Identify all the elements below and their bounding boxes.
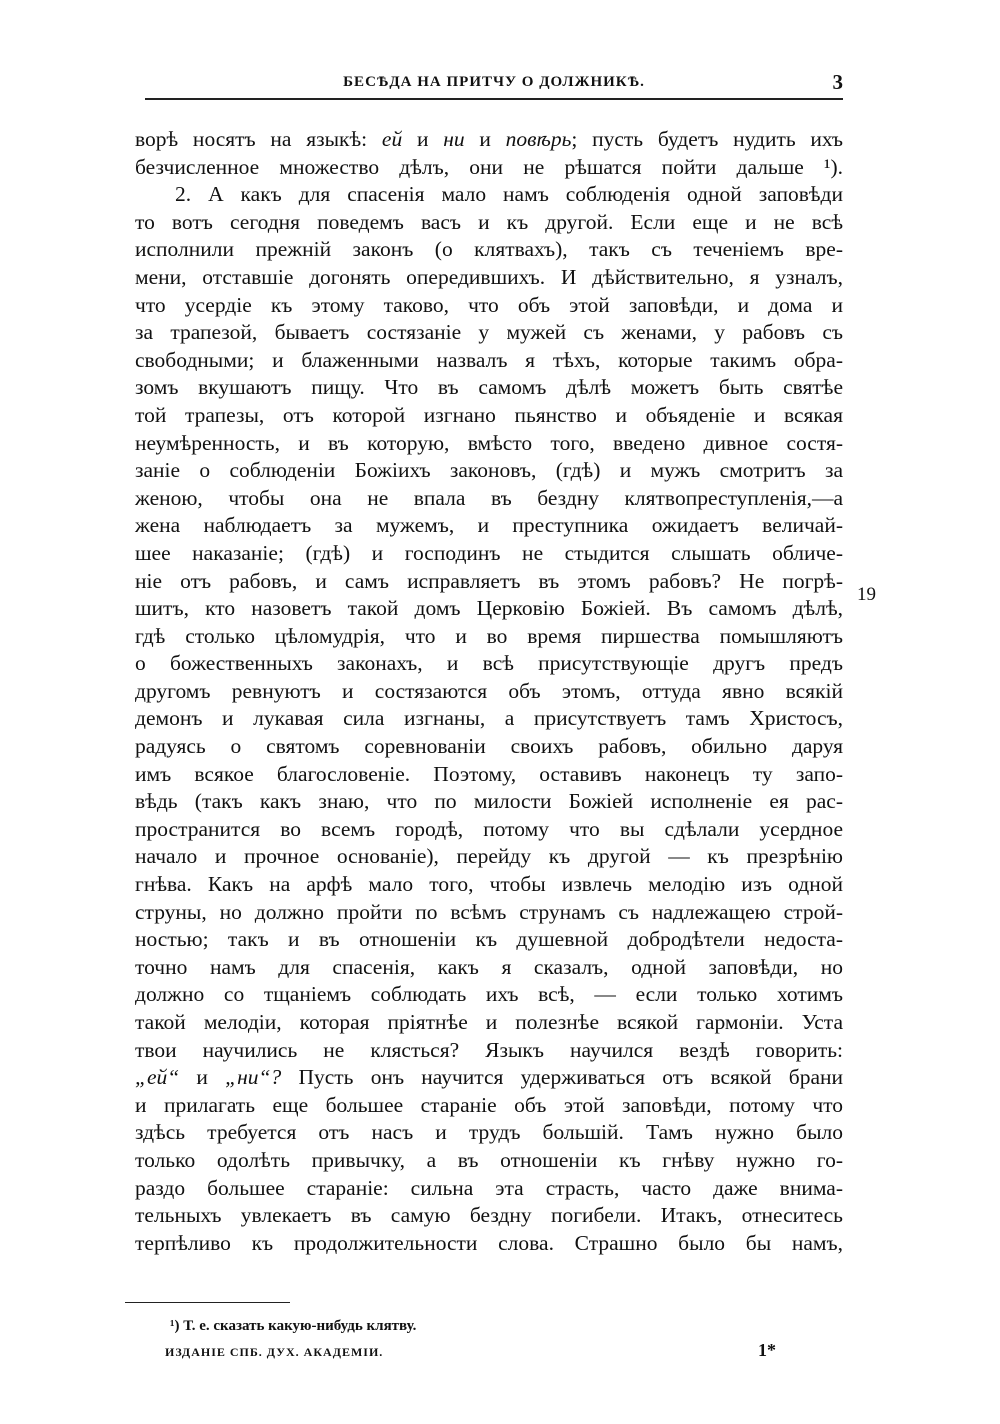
running-header bbox=[145, 72, 843, 100]
text-line: неумѣренность, и въ которую, вмѣсто того, введено дивное состя- bbox=[135, 430, 843, 455]
text-line: должно со тщаніемъ соблюдать ихъ всѣ, — если только хотимъ bbox=[135, 982, 843, 1007]
italic-text: „ей“ bbox=[135, 1065, 180, 1090]
text-line: ностью; такъ и въ отношеніи къ душевной добродѣтели недоста- bbox=[135, 927, 843, 952]
text-line: исполнили прежній законъ (о клятвахъ), такъ съ теченіемъ вре- bbox=[135, 237, 843, 262]
text-line: другомъ ревнуютъ и состязаются объ этомъ, оттуда явно всякій bbox=[135, 678, 843, 703]
text-line: демонъ и лукавая сила изгнаны, а присутствуетъ тамъ Христосъ, bbox=[135, 706, 843, 731]
text-line: шитъ, кто назоветъ такой домъ Церковію Божіей. Въ самомъ дѣлѣ, bbox=[135, 596, 843, 621]
text-line: такой мелодіи, которая пріятнѣе и полезнѣе всякой гармоніи. Уста bbox=[135, 1010, 843, 1034]
margin-page-reference: 19 bbox=[857, 584, 876, 605]
text-line: гнѣва. Какъ на арфѣ мало того, чтобы извлечь мелодію изъ одной bbox=[135, 872, 843, 897]
imprint: ИЗДАНІЕ СПБ. ДУХ. АКАДЕМІИ. bbox=[165, 1345, 384, 1359]
text-segment: ; пусть будетъ нудить ихъ bbox=[571, 127, 843, 151]
text-line: шее наказаніе; (гдѣ) и господинъ не стыдится слышать обличе- bbox=[135, 540, 843, 565]
text-line: той трапезы, отъ которой изгнано пьянство и объяденіе и всякая bbox=[135, 402, 843, 427]
text-line: зомъ вкушаютъ пищу. Что въ самомъ дѣлѣ можетъ быть святѣе bbox=[135, 375, 843, 400]
text-line: о божественныхъ законахъ, и всѣ присутствующіе другъ предъ bbox=[135, 651, 843, 676]
text-line: радуясь о святомъ соревнованіи своихъ рабовъ, обильно даруя bbox=[135, 734, 843, 759]
text-line: начало и прочное основаніе), перейду къ другой — къ презрѣнію bbox=[135, 844, 843, 869]
text-line: пространится во всемъ городѣ, потому что вы сдѣлали усердное bbox=[135, 816, 843, 841]
italic-text: ни bbox=[443, 127, 465, 151]
text-line: заніе о соблюденіи Божіихъ законовъ, (гдѣ) и мужъ смотритъ за bbox=[135, 458, 843, 483]
text-segment: и bbox=[179, 1065, 226, 1090]
text-line: раздо большее стараніе: сильна эта страсть, часто даже внима- bbox=[135, 1175, 843, 1200]
text-line bbox=[135, 126, 843, 154]
text-line: твои научились не клясться? Языкъ научился вездѣ говорить: bbox=[135, 1037, 843, 1062]
text-line: мени, отставшіе догонять опередившихъ. И дѣйствительно, я узналъ, bbox=[135, 264, 843, 289]
italic-text: повѣрь bbox=[505, 127, 572, 151]
text-line: тельныхъ увлекаетъ въ самую бездну погибели. Итакъ, отнеситесь bbox=[135, 1203, 843, 1228]
text-line: что усердіе къ этому таково, что объ этой заповѣди, и дома и bbox=[135, 292, 843, 317]
text-line: жена наблюдаетъ за мужемъ, и преступника ожидаетъ величай- bbox=[135, 513, 843, 538]
text-line bbox=[135, 1064, 843, 1092]
italic-text: „ни“? bbox=[225, 1065, 282, 1090]
text-line: свободными; и блаженными назвалъ я тѣхъ, которые такимъ обра- bbox=[135, 347, 843, 372]
page-number: 3 bbox=[832, 70, 843, 94]
text-line: гдѣ столько цѣломудрія, что и во время пиршества помышляютъ bbox=[135, 623, 843, 648]
text-segment: Пусть онъ научится удерживаться отъ всякой брани bbox=[281, 1065, 843, 1090]
footnote: ¹) Т. е. сказать какую-нибудь клятву. bbox=[170, 1318, 417, 1334]
text-line: здѣсь требуется отъ насъ и трудъ большій. Тамъ нужно было bbox=[135, 1120, 843, 1145]
text-line: то вотъ сегодня поведемъ васъ и къ другой. Если еще и не всѣ bbox=[135, 209, 843, 234]
body-text bbox=[135, 126, 843, 1257]
footnote-divider bbox=[125, 1302, 290, 1303]
running-title: БЕСѢДА НА ПРИТЧУ О ДОЛЖНИКѢ. bbox=[343, 74, 645, 90]
text-line: ніе отъ рабовъ, и самъ исправляетъ въ этомъ рабовъ? Не погрѣ- bbox=[135, 568, 843, 593]
text-line: терпѣливо къ продолжительности слова. Страшно было бы намъ, bbox=[135, 1230, 843, 1255]
text-line: имъ всякое благословеніе. Поэтому, оставивъ наконецъ ту запо- bbox=[135, 761, 843, 786]
text-line: женою, чтобы она не впала въ бездну клятвопреступленія,—а bbox=[135, 485, 843, 510]
text-line: 2. А какъ для спасенія мало намъ соблюденія одной заповѣди bbox=[175, 182, 843, 207]
text-line: вѣдь (такъ какъ знаю, что по милости Божіей исполненіе ея рас- bbox=[135, 789, 843, 814]
text-line: только одолѣть привычку, а въ отношеніи къ гнѣву нужно го- bbox=[135, 1147, 843, 1172]
text-segment: и bbox=[402, 127, 444, 151]
text-line: и прилагать еще большее стараніе объ этой заповѣди, потому что bbox=[135, 1092, 843, 1117]
signature-mark: 1* bbox=[758, 1340, 776, 1360]
text-line: струны, но должно пройти по всѣмъ струнамъ съ надлежащею строй- bbox=[135, 899, 843, 924]
text-segment: и bbox=[464, 127, 506, 151]
text-line: точно намъ для спасенія, какъ я сказалъ, одной заповѣди, но bbox=[135, 954, 843, 979]
text-line: безчисленное множество дѣлъ, они не рѣшатся пойти дальше ¹). bbox=[135, 154, 843, 179]
text-segment: ворѣ носятъ на языкѣ: bbox=[135, 127, 382, 151]
text-line: за трапезой, бываетъ состязаніе у мужей съ женами, у рабовъ съ bbox=[135, 320, 843, 345]
italic-text: ей bbox=[381, 127, 403, 151]
